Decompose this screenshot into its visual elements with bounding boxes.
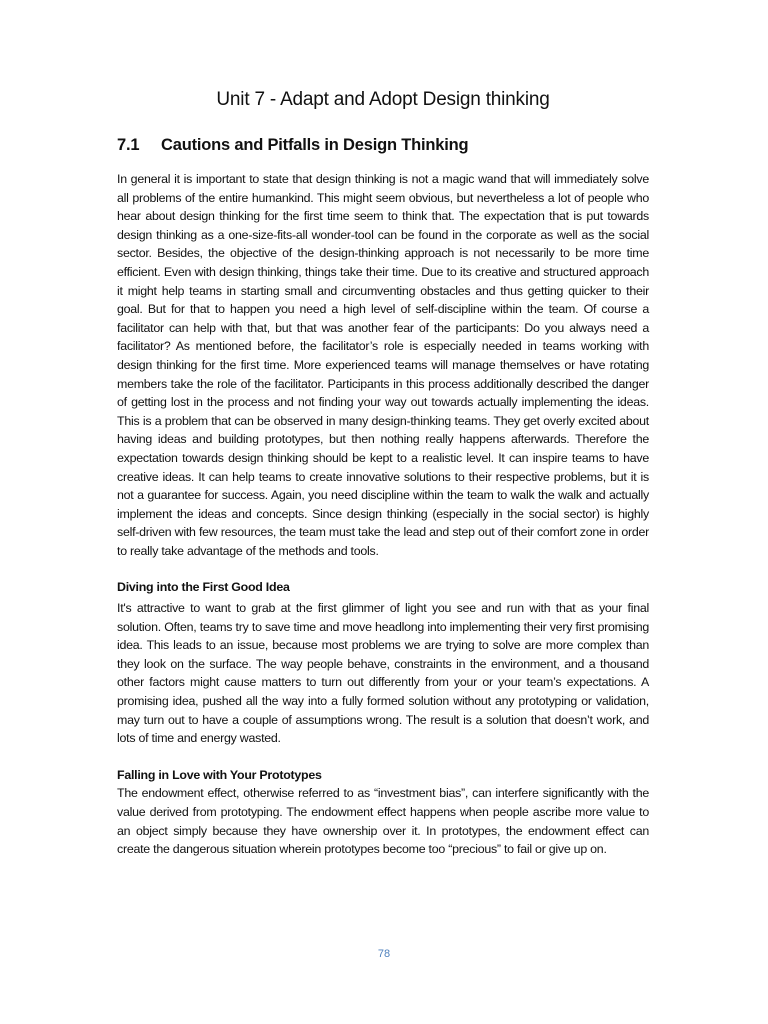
subsection-heading-first-good-idea: Diving into the First Good Idea xyxy=(117,580,290,595)
page-content xyxy=(117,86,649,859)
page-number: 78 xyxy=(377,948,391,960)
section-title: Cautions and Pitfalls in Design Thinking xyxy=(161,136,469,154)
intro-paragraph: In general it is important to state that design thinking is not a magic wand that will immediately solve all problems of the entire humankind. This might seem obvious, but nevertheless a lot of people who hear about design thinking for the first time seem to think that. The expectation that is put towards design thinking as a one-size-fits-all wonder-tool can be found in the corporate as well as the social sector. Besides, the objective of the design-thinking approach is not necessarily to be more time efficient. Even with design thinking, things take their time. Due to its creative and structured approach it might help teams in starting small and circumventing obstacles and thus getting quicker to their goal. But for that to happen you need a high level of self-discipline within the team. Of course a facilitator can help with that, but that was another fear of the participants: Do you always need a facilitator? As mentioned before, the facilitator’s role is especially needed in teams working with design thinking for the first time. More experienced teams will manage themselves or have rotating members take the role of the facilitator. Participants in this process additionally described the danger of getting lost in the process and not finding your way out towards actually implementing the ideas. This is a problem that can be observed in many design-thinking teams. They get overly excited about having ideas and building prototypes, but then nothing really happens afterwards. Therefore the expectation towards design thinking should be kept to a realistic level. It can inspire teams to have creative ideas. It can help teams to create innovative solutions to their respective problems, but it is not a guarantee for success. Again, you need discipline within the team to walk the walk and actually implement the ideas and concepts. Since design thinking (especially in the social sector) is highly self-driven with few resources, the team must take the lead and step out of their comfort zone in order to really take advantage of the methods and tools. xyxy=(117,172,649,558)
subsection-heading-prototypes: Falling in Love with Your Prototypes xyxy=(117,767,322,782)
unit-title: Unit 7 - Adapt and Adopt Design thinking xyxy=(216,89,550,110)
section-number: 7.1 xyxy=(117,136,140,154)
section-heading xyxy=(117,134,649,156)
subsection-body-prototypes: The endowment effect, otherwise referred to as “investment bias”, can interfere significantly with the value derived from prototyping. The endowment effect happens when people ascribe more value to an object simply because they have ownership over it. In prototypes, the endowment effect can create the dangerous situation wherein prototypes become too “precious” to fail or give up on. xyxy=(117,786,649,857)
subsection-body-first-good-idea: It's attractive to want to grab at the first glimmer of light you see and run with that as your final solution. Often, teams try to save time and move headlong into implementing their very first promising idea. This leads to an issue, because most problems we are trying to solve are more complex than they look on the surface. The way people behave, constraints in the environment, and a thousand other factors might cause matters to turn out differently from your or your team’s expectations. A promising idea, pushed all the way into a fully formed solution without any prototyping or validation, may turn out to have a couple of assumptions wrong. The result is a solution that doesn’t work, and lots of time and energy wasted. xyxy=(117,601,649,746)
